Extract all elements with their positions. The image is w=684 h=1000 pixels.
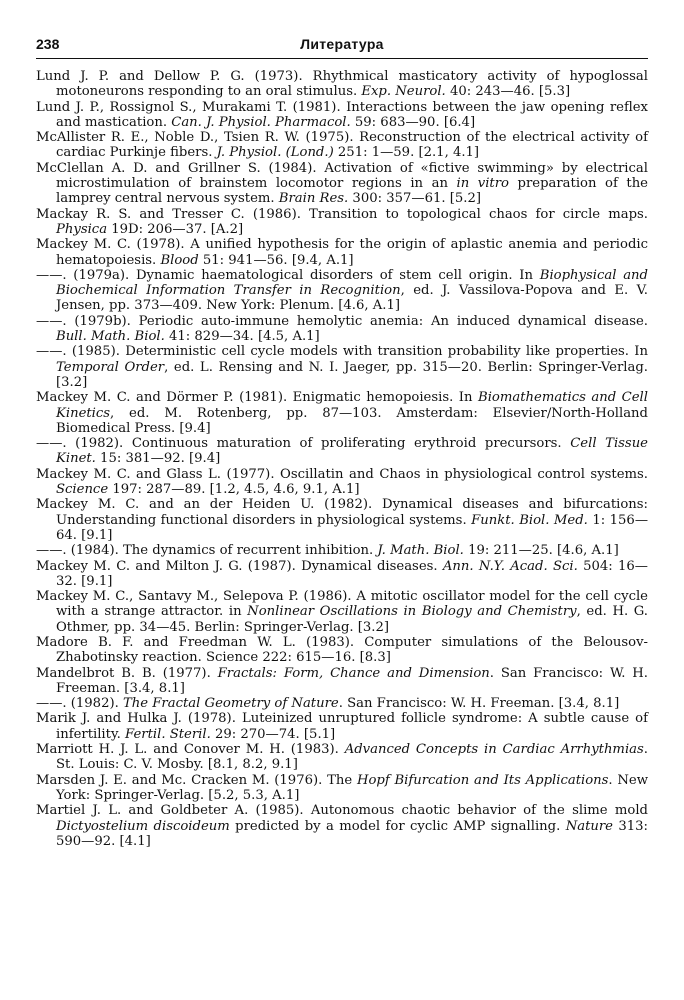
reference-entry xyxy=(36,696,648,711)
reference-text: Lund J. P., Rossignol S., Murakami T. (1981). Interactions between the jaw opening reflex and mastication. xyxy=(36,99,648,130)
reference-text: 1: 156—64. [9.1] xyxy=(56,512,649,543)
reference-text: . New York: Springer-Verlag. [5.2, 5.3, A.1] xyxy=(56,772,649,803)
reference-text: 40: 243—46. [5.3] xyxy=(445,84,571,100)
reference-text: Mackey M. C., Santavy M., Selepova P. (1986). A mitotic oscillator model for the cell cycle with a strange attractor. in xyxy=(36,589,648,620)
reference-entry xyxy=(36,742,648,773)
page-header xyxy=(36,36,648,58)
reference-italic-title: The Fractal Geometry of Nature xyxy=(123,696,339,712)
reference-text: 15: 381—92. [9.4] xyxy=(95,451,221,467)
reference-text: Marik J. and Hulka J. (1978). Luteinized unruptured follicle syndrome: A subtle cause of infertility. xyxy=(36,711,648,742)
reference-entry xyxy=(36,589,648,635)
reference-text: , ed. H. G. Othmer, pp. 34—45. Berlin: Springer-Verlag. [3.2] xyxy=(56,604,649,635)
reference-entry xyxy=(36,100,648,131)
reference-entry xyxy=(36,237,648,268)
reference-text: ——. (1979b). Periodic auto-immune hemolytic anemia: An induced dynamical disease. xyxy=(36,313,648,329)
reference-text: Mackey M. C. (1978). A unified hypothesis for the origin of aplastic anemia and periodic hematopoiesis. xyxy=(36,237,648,268)
reference-text: ——. (1984). The dynamics of recurrent inhibition. xyxy=(36,543,378,559)
reference-entry xyxy=(36,344,648,390)
reference-text: 51: 941—56. [9.4, A.1] xyxy=(198,252,354,268)
reference-italic-title: Brain Res. xyxy=(278,191,349,207)
reference-italic-title: Can. J. Physiol. Pharmacol. xyxy=(171,114,351,130)
reference-text: , ed. J. Vassilova-Popova and E. V. Jensen, pp. 373—409. New York: Plenum. [4.6, A.1] xyxy=(56,283,648,314)
reference-entry xyxy=(36,161,648,207)
reference-italic-title: Temporal Order xyxy=(56,359,165,375)
reference-italic-title: Dictyostelium discoideum xyxy=(56,818,230,834)
reference-text: . St. Louis: C. V. Mosby. [8.1, 8.2, 9.1] xyxy=(56,742,648,773)
reference-text: , ed. M. Rotenberg, pp. 87—103. Amsterdam: Elsevier/North-Holland Biomedical Press. [9.4] xyxy=(56,405,648,436)
reference-entry xyxy=(36,268,648,314)
reference-entry xyxy=(36,69,648,100)
reference-entry xyxy=(36,467,648,498)
reference-text: Madore B. F. and Freedman W. L. (1983). Computer simulations of the Belousov-Zhabotinsky reaction. Science 222: 615—16. [8.3] xyxy=(36,634,648,666)
reference-italic-title: Nature xyxy=(565,818,613,834)
reference-italic-title: Cell Tissue Kinet. xyxy=(56,436,648,467)
reference-text: McAllister R. E., Noble D., Tsien R. W. (1975). Reconstruction of the electrical activity of cardiac Purkinje fibers. xyxy=(36,130,648,161)
reference-text: predicted by a model for cyclic AMP signalling. xyxy=(229,818,566,834)
header-rule xyxy=(36,58,648,59)
reference-text: Lund J. P. and Dellow P. G. (1973). Rhythmical masticatory activity of hypoglossal motoneurons responding to an oral stimulus. xyxy=(36,69,648,100)
reference-text: Mackey M. C. and an der Heiden U. (1982). Dynamical diseases and bifurcations: Understanding functional disorders in physiological systems. xyxy=(36,497,648,528)
reference-text: , ed. L. Rensing and N. I. Jaeger, pp. 315—20. Berlin: Springer-Verlag. [3.2] xyxy=(56,359,648,390)
reference-text: Marriott H. J. L. and Conover M. H. (1983). xyxy=(36,742,345,758)
reference-italic-title: Exp. Neurol. xyxy=(361,84,446,100)
reference-text: ——. (1982). Continuous maturation of proliferating erythroid precursors. xyxy=(36,436,571,452)
reference-entry xyxy=(36,390,648,436)
reference-italic-title: Nonlinear Oscillations in Biology and Chemistry xyxy=(247,604,577,620)
reference-italic-title: Physica xyxy=(56,221,108,237)
reference-italic-title: Advanced Concepts in Cardiac Arrhythmias xyxy=(344,742,644,758)
reference-entry xyxy=(36,803,648,849)
reference-italic-title: Bull. Math. Biol. xyxy=(56,329,165,345)
reference-entry xyxy=(36,497,648,543)
reference-italic-title: Funkt. Biol. Med. xyxy=(471,512,588,528)
reference-entry xyxy=(36,130,648,161)
page-number: 238 xyxy=(36,36,60,52)
reference-text: ——. (1982). xyxy=(36,696,123,712)
reference-text: . San Francisco: W. H. Freeman. [3.4, 8.1] xyxy=(338,696,620,712)
reference-entry xyxy=(36,711,648,742)
reference-text: Mandelbrot B. B. (1977). xyxy=(36,665,218,681)
reference-entry xyxy=(36,314,648,345)
reference-entry xyxy=(36,207,648,238)
reference-italic-title: J. Physiol. (Lond.) xyxy=(216,145,334,161)
reference-text: Mackey M. C. and Glass L. (1977). Oscillatin and Chaos in physiological control systems. xyxy=(36,466,648,482)
reference-italic-title: Hopf Bifurcation and Its Applications xyxy=(356,772,609,788)
reference-text: 41: 829—34. [4.5, A.1] xyxy=(164,329,320,345)
reference-italic-title: Biophysical and Biochemical Information Transfer in Recognition xyxy=(56,267,648,299)
reference-italic-title: Science xyxy=(56,482,109,498)
reference-text: 29: 270—74. [5.1] xyxy=(210,726,336,742)
reference-text: 197: 287—89. [1.2, 4.5, 4.6, 9.1, A.1] xyxy=(108,482,360,498)
reference-text: ——. (1979a). Dynamic haematological disorders of stem cell origin. In xyxy=(36,267,540,283)
reference-text: 59: 683—90. [6.4] xyxy=(350,114,476,130)
reference-text: Marsden J. E. and Mc. Cracken M. (1976). The xyxy=(36,772,357,788)
reference-text: 313: 590—92. [4.1] xyxy=(56,818,648,849)
reference-text: 19D: 206—37. [A.2] xyxy=(107,221,244,237)
reference-italic-title: Ann. N.Y. Acad. Sci. xyxy=(442,558,578,574)
reference-text: 300: 357—61. [5.2] xyxy=(348,191,482,207)
reference-text: 251: 1—59. [2.1, 4.1] xyxy=(333,145,480,161)
reference-italic-title: Blood xyxy=(160,252,199,268)
reference-italic-title: Biomathematics and Cell Kinetics xyxy=(56,390,648,421)
reference-italic-title: in vitro xyxy=(456,176,509,192)
reference-italic-title: J. Math. Biol. xyxy=(377,543,464,559)
reference-entry xyxy=(36,436,648,467)
reference-text: preparation of the lamprey central nervous system. xyxy=(56,176,648,207)
reference-text: Mackey M. C. and Dörmer P. (1981). Enigmatic hemopoiesis. In xyxy=(36,390,478,406)
reference-text: 19: 211—25. [4.6, A.1] xyxy=(463,543,619,559)
running-title: Литература xyxy=(300,36,384,52)
reference-text: Mackey M. C. and Milton J. G. (1987). Dynamical diseases. xyxy=(36,558,443,574)
reference-text: McClellan A. D. and Grillner S. (1984). Activation of «fictive swimming» by electrical microstimulation of brainstem locomotor regions in an xyxy=(36,160,648,192)
reference-text: Martiel J. L. and Goldbeter A. (1985). Autonomous chaotic behavior of the slime mold xyxy=(36,803,648,819)
reference-entry xyxy=(36,543,648,558)
reference-text: ——. (1985). Deterministic cell cycle models with transition probability like properties. In xyxy=(36,344,648,360)
reference-text: Mackay R. S. and Tresser C. (1986). Transition to topological chaos for circle maps. xyxy=(36,206,648,222)
reference-entry xyxy=(36,773,648,804)
reference-text: 504: 16—32. [9.1] xyxy=(56,558,648,589)
reference-entry xyxy=(36,635,648,666)
reference-text: . San Francisco: W. H. Freeman. [3.4, 8.1] xyxy=(56,665,648,696)
reference-italic-title: Fertil. Steril. xyxy=(125,726,211,742)
reference-list xyxy=(36,69,648,849)
reference-entry xyxy=(36,559,648,590)
reference-italic-title: Fractals: Form, Chance and Dimension xyxy=(217,665,490,681)
reference-entry xyxy=(36,666,648,697)
